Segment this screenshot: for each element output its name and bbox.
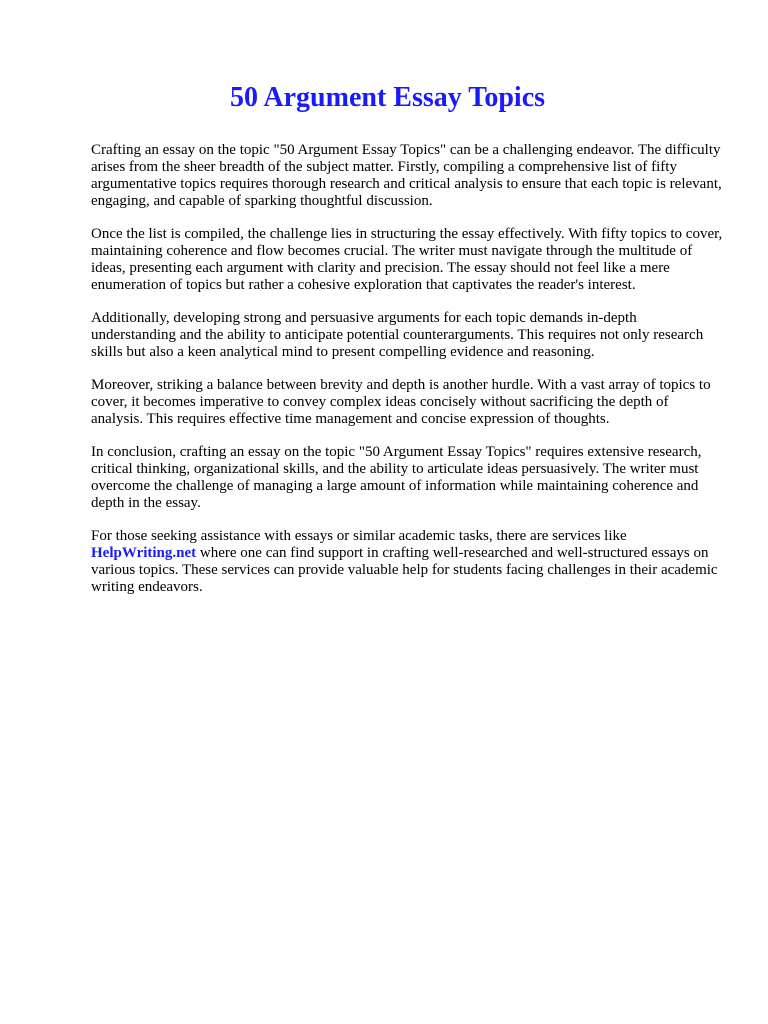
paragraph-assistance	[91, 528, 724, 596]
paragraph-conclusion: In conclusion, crafting an essay on the topic "50 Argument Essay Topics" requires extensive research, critical thinking, organizational skills, and the ability to articulate ideas persuasively. The writer must overcome the challenge of managing a large amount of information while maintaining coherence and depth in the essay.	[91, 444, 702, 511]
paragraph-arguments: Additionally, developing strong and persuasive arguments for each topic demands in-depth understanding and the ability to anticipate potential counterarguments. This requires not only research skills but also a keen analytical mind to present compelling evidence and reasoning.	[91, 310, 704, 360]
assistance-text-before: For those seeking assistance with essays or similar academic tasks, there are services like	[91, 528, 627, 544]
assistance-text-after: where one can find support in crafting well-researched and well-structured essays on various topics. These services can provide valuable help for students facing challenges in their academic writing endeavors.	[91, 545, 718, 595]
helpwriting-link[interactable]: HelpWriting.net	[91, 545, 197, 561]
page-title: 50 Argument Essay Topics	[229, 82, 546, 113]
paragraph-structure: Once the list is compiled, the challenge lies in structuring the essay effectively. With fifty topics to cover, maintaining coherence and flow becomes crucial. The writer must navigate through the multitude of ideas, presenting each argument with clarity and precision. The essay should not feel like a mere enumeration of topics but rather a cohesive exploration that captivates the reader's interest.	[91, 226, 723, 293]
paragraph-balance: Moreover, striking a balance between brevity and depth is another hurdle. With a vast array of topics to cover, it becomes imperative to convey complex ideas concisely without sacrificing the depth of analysis. This requires effective time management and concise expression of thoughts.	[91, 377, 711, 427]
paragraph-intro: Crafting an essay on the topic "50 Argument Essay Topics" can be a challenging endeavor. The difficulty arises from the sheer breadth of the subject matter. Firstly, compiling a comprehensive list of fifty argumentative topics requires thorough research and critical analysis to ensure that each topic is relevant, engaging, and capable of sparking thoughtful discussion.	[91, 142, 722, 209]
